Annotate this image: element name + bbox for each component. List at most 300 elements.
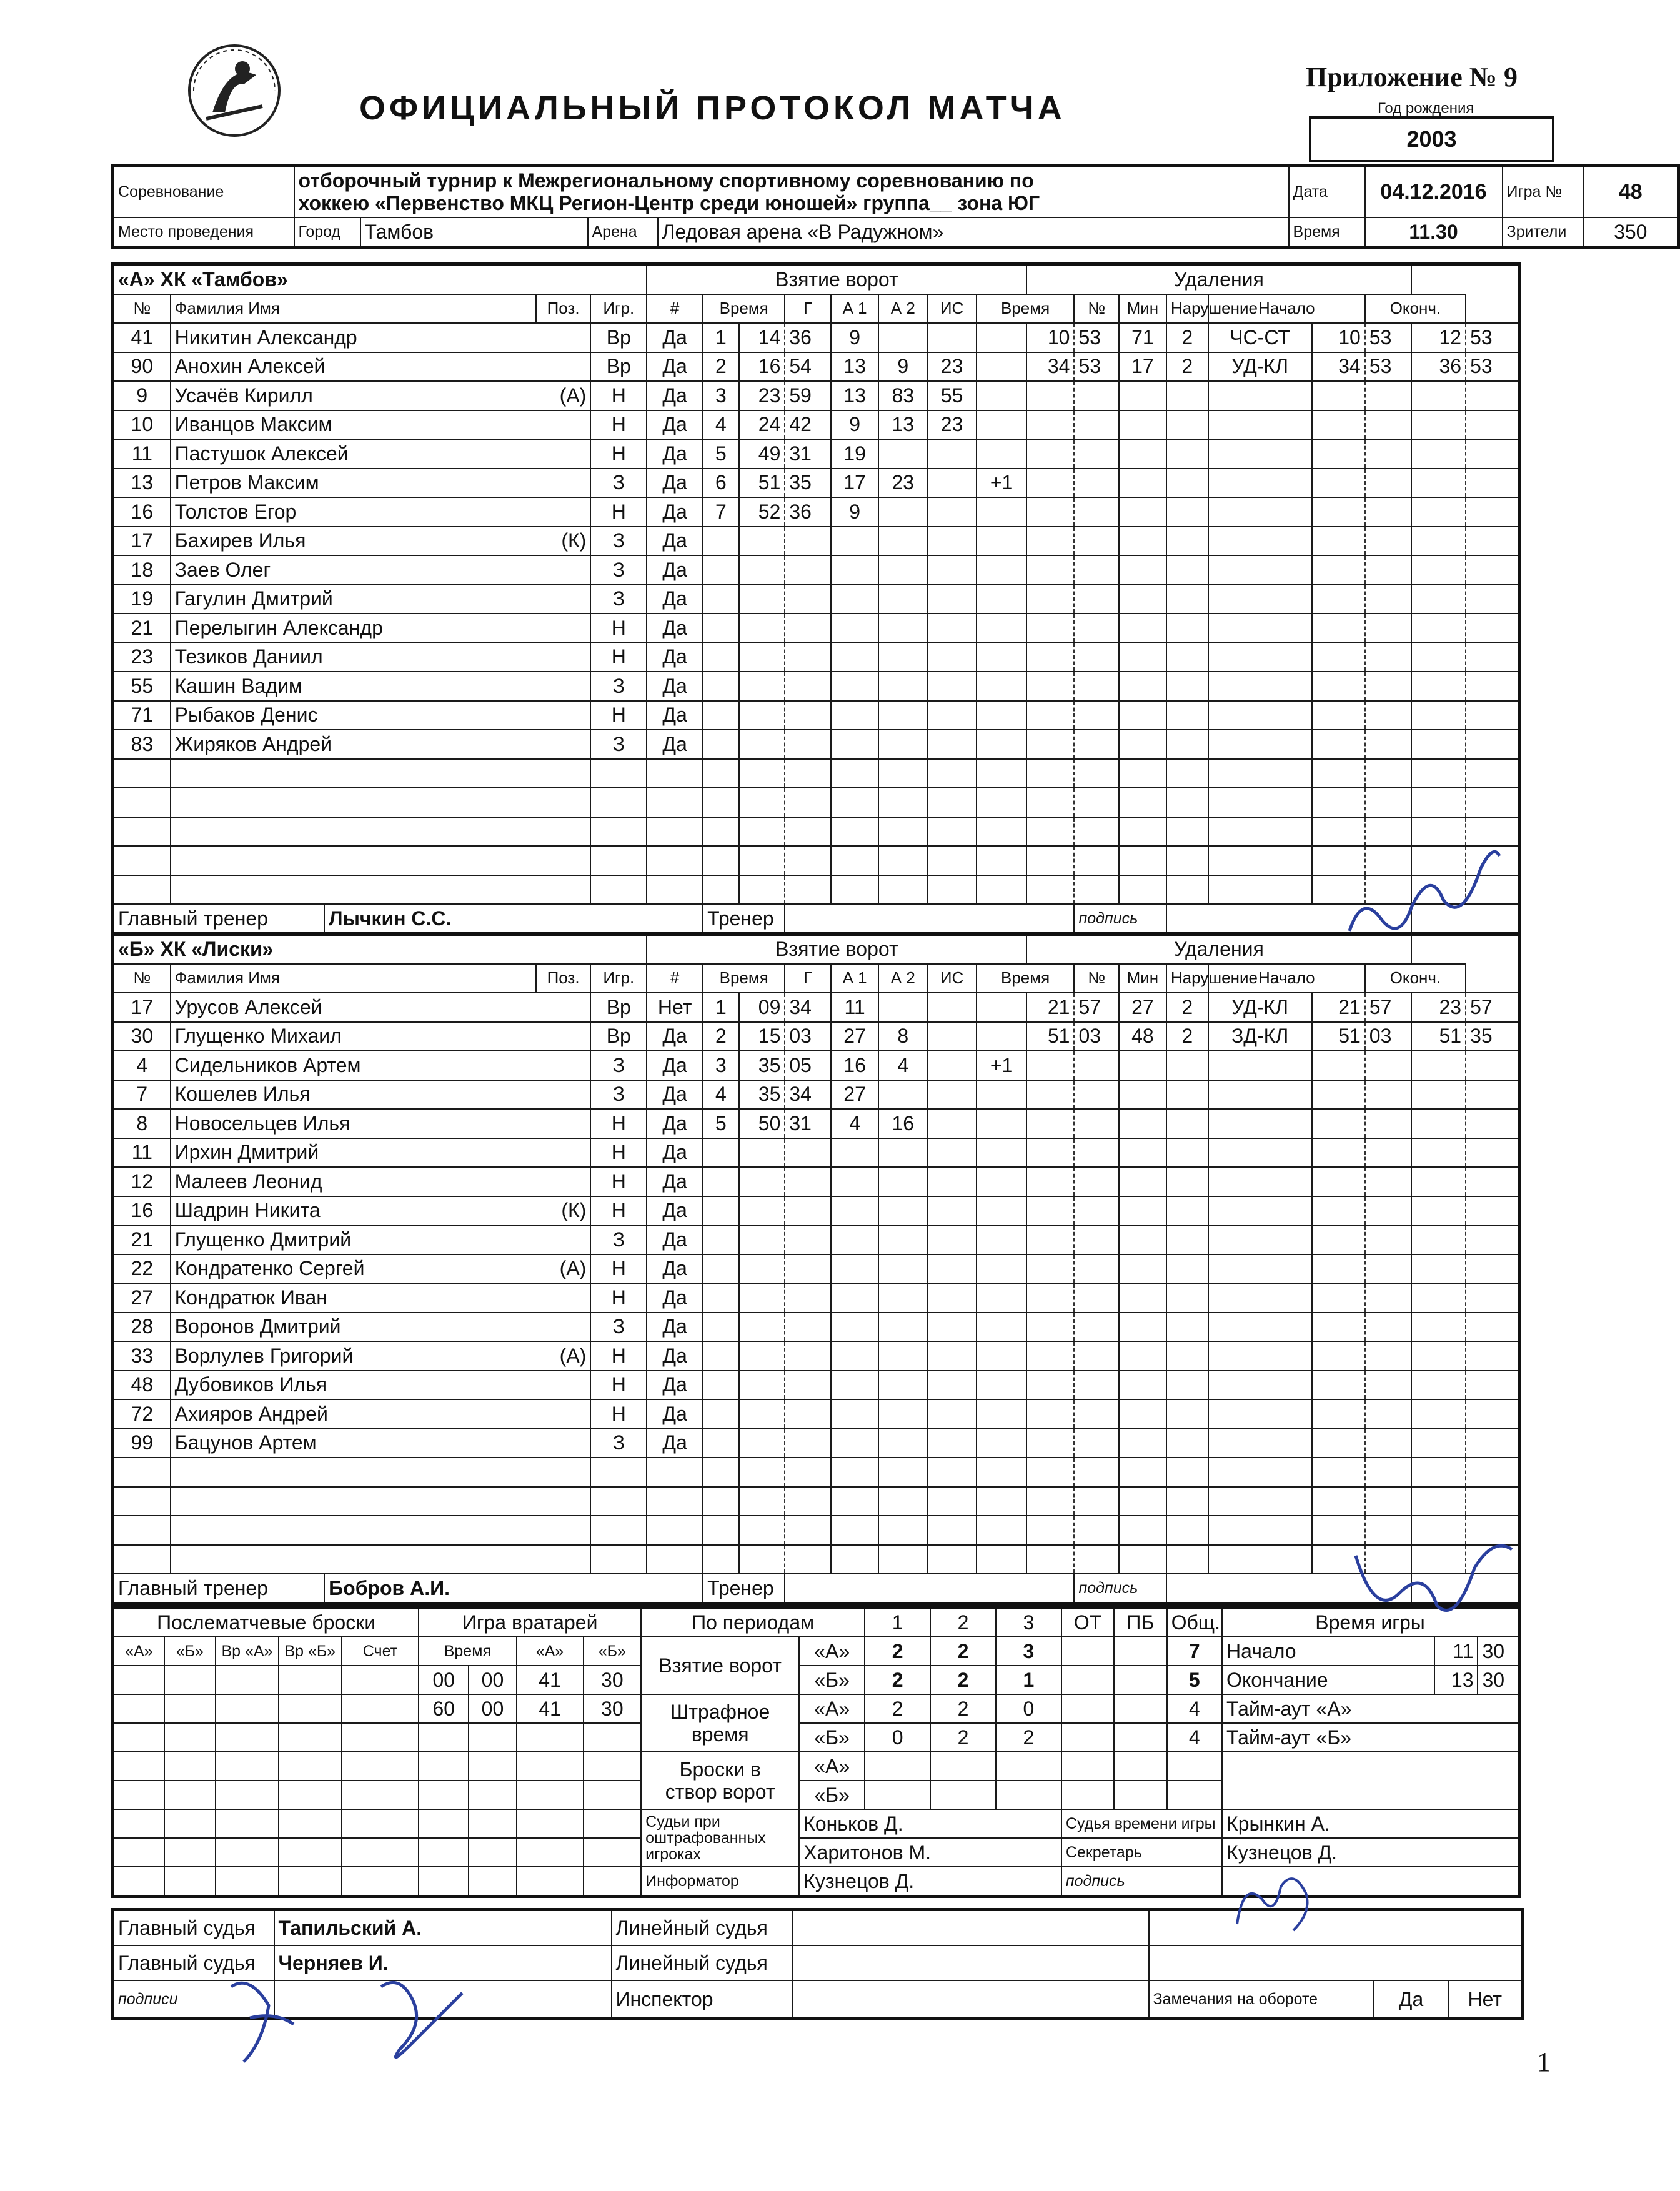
penalty-end-second [1466,410,1519,440]
player-row [113,1545,1519,1574]
player-role [536,1545,591,1574]
penalty-minutes [1166,1225,1208,1254]
penalty-end-minute [1411,1341,1466,1371]
goal-assist-2 [927,1313,976,1342]
goal-number: 5 [703,439,739,469]
shootout-header: ПБ [1114,1607,1166,1637]
head-coach-label: Главный тренер [113,1574,325,1604]
penalty-start-second [1365,527,1411,556]
penalty-start-minute [1312,1487,1365,1516]
goal-second: 03 [785,1022,831,1051]
goal-assist-2: 55 [927,381,976,410]
goal-number: 2 [703,352,739,382]
player-name: Иванцов Максим [171,410,536,440]
player-position: Н [590,1283,647,1313]
player-number: 55 [113,672,171,701]
goalie-1-mm: 00 [419,1666,469,1694]
penalty-start-minute [1312,1458,1365,1487]
col-header-position: Поз. [536,294,591,324]
team-b-section [111,932,1521,1606]
penalty-minutes [1166,1487,1208,1516]
penalty-end-second [1466,643,1519,672]
penalty-end-minute: 23 [1411,993,1466,1022]
col-header-goal-time: Время [703,294,785,324]
player-name: Урусов Алексей [171,993,536,1022]
penalty-minute [1026,1399,1074,1429]
player-number [113,846,171,875]
penalty-violation [1208,1458,1312,1487]
penalty-start-minute: 10 [1312,323,1365,352]
penalty-start-minute [1312,1167,1365,1196]
goal-number [703,1225,739,1254]
player-number: 90 [113,352,171,382]
goal-minute [739,614,785,643]
player-number: 83 [113,730,171,759]
goal-assist-2 [927,1138,976,1168]
penalty-player: 27 [1119,993,1166,1022]
penalty-end-minute [1411,585,1466,614]
player-number [113,817,171,847]
player-number: 41 [113,323,171,352]
goal-situation [977,846,1027,875]
penalty-end-minute [1411,1109,1466,1138]
penalty-start-minute [1312,614,1365,643]
goal-situation [977,875,1027,905]
player-position: З [590,555,647,585]
penalty-judge-2: Харитонов М. [799,1838,1061,1867]
player-row [113,1080,1519,1110]
chief-referee-1-label: Главный судья [113,1910,274,1946]
player-name: Перелыгин Александр [171,614,536,643]
goal-second: 34 [785,1080,831,1110]
coach-label: Тренер [703,904,785,934]
penalty-end-second [1466,1283,1519,1313]
player-name: Бахирев Илья [171,527,536,556]
penalty-start-minute [1312,585,1365,614]
player-name: Толстов Егор [171,497,536,527]
col-header-scorer: Г [785,294,831,324]
end-minute: 30 [1478,1666,1519,1694]
player-played: Да [647,1341,703,1371]
player-played [647,817,703,847]
penalty-second [1074,381,1118,410]
penalty-violation [1208,527,1312,556]
penalty-player [1119,1545,1166,1574]
goal-minute: 51 [739,469,785,498]
col-header-penalty-minutes: Мин [1119,294,1166,324]
player-played: Да [647,672,703,701]
player-name [171,1487,536,1516]
goal-scorer [831,1138,878,1168]
player-played: Да [647,585,703,614]
penalty-minute [1026,817,1074,847]
penalty-end-second [1466,585,1519,614]
goal-scorer [831,1341,878,1371]
player-name [171,875,536,905]
goal-assist-2 [927,1196,976,1226]
goal-assist-1 [878,1225,927,1254]
player-row [113,759,1519,788]
penalty-player [1119,643,1166,672]
goal-situation [977,497,1027,527]
goal-second [785,701,831,730]
goal-situation [977,993,1027,1022]
goal-second: 31 [785,439,831,469]
penalty-minutes [1166,439,1208,469]
player-role: (А) [536,1254,591,1284]
goal-assist-1 [878,1429,927,1458]
goal-assist-1 [878,1283,927,1313]
penalty-minute [1026,1051,1074,1080]
player-name: Анохин Алексей [171,352,536,382]
goals-b-ot [1061,1666,1114,1694]
goal-assist-1 [878,701,927,730]
penalty-start-second [1365,469,1411,498]
penalty-end-second [1466,1167,1519,1196]
penalty-end-second: 53 [1466,352,1519,382]
linesman-2-label: Линейный судья [612,1945,793,1980]
goal-minute [739,1341,785,1371]
penalty-player [1119,701,1166,730]
total-header: Общ. [1167,1607,1222,1637]
penalty-end-minute [1411,1254,1466,1284]
player-name: Кошелев Илья [171,1080,536,1110]
player-name [171,846,536,875]
player-played: Да [647,1371,703,1400]
col-header-violation: Нарушение [1166,294,1208,324]
goal-second [785,614,831,643]
chief-referee-1: Тапильский А. [274,1910,612,1946]
penalty-minute [1026,846,1074,875]
penalty-player [1119,497,1166,527]
penalty-start-minute [1312,1254,1365,1284]
goal-second [785,643,831,672]
penalty-judge-1: Коньков Д. [799,1809,1061,1838]
player-number: 4 [113,1051,171,1080]
goals-row-label: Взятие ворот [641,1637,799,1694]
col-header-violation: Нарушение [1166,964,1208,993]
goals-a-p2: 2 [930,1637,996,1666]
penalty-minute [1026,759,1074,788]
penalty-second [1074,410,1118,440]
chief-referee-2-label: Главный судья [113,1945,274,1980]
player-number [113,788,171,817]
penalty-minute [1026,1458,1074,1487]
goal-minute [739,1196,785,1226]
goal-assist-1 [878,1341,927,1371]
penalty-end-minute: 51 [1411,1022,1466,1051]
arena-value: Ледовая арена «В Радужном» [658,217,1289,247]
penalty-end-second [1466,614,1519,643]
player-played: Да [647,352,703,382]
player-role [536,585,591,614]
pen-team-b-label: «Б» [799,1723,865,1752]
goal-assist-2 [927,497,976,527]
penalty-minutes [1166,1196,1208,1226]
penalty-violation [1208,1399,1312,1429]
goal-minute: 52 [739,497,785,527]
informer-signature [1225,1856,1325,1949]
goal-assist-1 [878,555,927,585]
goal-assist-2 [927,1341,976,1371]
goal-number [703,1429,739,1458]
player-name: Малеев Леонид [171,1167,536,1196]
pen-a-p2: 2 [930,1694,996,1723]
penalty-player [1119,1051,1166,1080]
penalty-end-minute [1411,527,1466,556]
penalty-minutes [1166,1283,1208,1313]
player-number: 22 [113,1254,171,1284]
goal-number: 2 [703,1022,739,1051]
shootout-goalie-b: Вр «Б» [279,1637,342,1666]
player-name: Рыбаков Денис [171,701,536,730]
penalty-start-second [1365,1138,1411,1168]
penalty-player [1119,1487,1166,1516]
player-position: Н [590,614,647,643]
penalty-player: 71 [1119,323,1166,352]
goal-minute [739,875,785,905]
penalty-start-second [1365,672,1411,701]
penalty-violation [1208,1313,1312,1342]
period-3-header: 3 [996,1607,1061,1637]
goal-minute [739,1458,785,1487]
penalty-start-minute [1312,1371,1365,1400]
goal-situation [977,352,1027,382]
player-row [113,788,1519,817]
penalty-minute [1026,1545,1074,1574]
goal-assist-2 [927,1516,976,1545]
goal-assist-1 [878,614,927,643]
penalty-start-second [1365,1487,1411,1516]
col-header-penalty-start: Начало [1208,964,1365,993]
penalty-minutes [1166,759,1208,788]
goal-assist-2 [927,1487,976,1516]
goal-minute: 23 [739,381,785,410]
penalty-end-minute [1411,1225,1466,1254]
goal-number [703,555,739,585]
penalty-violation [1208,846,1312,875]
goal-assist-2 [927,993,976,1022]
goalie-2-mm: 60 [419,1694,469,1723]
goal-assist-2 [927,1399,976,1429]
penalty-start-second: 03 [1365,1022,1411,1051]
player-position [590,1516,647,1545]
competition-label: Соревнование [113,166,294,218]
goal-number: 4 [703,1080,739,1110]
penalty-end-minute [1411,469,1466,498]
penalty-end-minute [1411,555,1466,585]
goal-scorer [831,585,878,614]
penalty-start-second [1365,381,1411,410]
player-row [113,1429,1519,1458]
player-role [536,1080,591,1110]
penalty-player [1119,1080,1166,1110]
venue-label: Место проведения [113,217,294,247]
city-label: Город [294,217,360,247]
goal-situation: +1 [977,1051,1027,1080]
col-header-goal-number: # [647,964,703,993]
goal-number [703,614,739,643]
penalty-player [1119,1429,1166,1458]
penalty-start-minute: 21 [1312,993,1365,1022]
goal-number [703,1516,739,1545]
penalty-violation [1208,1196,1312,1226]
goal-assist-1 [878,1138,927,1168]
goalie-time-header: Время [419,1637,516,1666]
player-row [113,846,1519,875]
player-played: Да [647,1313,703,1342]
goal-assist-1 [878,1516,927,1545]
player-position [590,1487,647,1516]
player-played: Да [647,1080,703,1110]
penalty-end-second [1466,759,1519,788]
penalty-end-second [1466,1313,1519,1342]
penalty-minutes: 2 [1166,323,1208,352]
penalty-second: 53 [1074,323,1118,352]
goal-assist-1 [878,759,927,788]
goal-assist-2 [927,1254,976,1284]
goal-minute: 24 [739,410,785,440]
penalty-violation [1208,1167,1312,1196]
penalty-start-minute [1312,439,1365,469]
penalty-minute [1026,1167,1074,1196]
goal-scorer [831,730,878,759]
penalty-minutes [1166,730,1208,759]
penalty-minutes [1166,1254,1208,1284]
match-info-table [111,164,1680,249]
goal-scorer: 17 [831,469,878,498]
player-played: Да [647,1254,703,1284]
goal-second [785,672,831,701]
penalty-minute [1026,469,1074,498]
penalty-minutes: 2 [1166,1022,1208,1051]
pen-b-ot [1061,1723,1114,1752]
player-role [536,1313,591,1342]
penalty-violation [1208,817,1312,847]
player-number: 12 [113,1167,171,1196]
goal-assist-2 [927,701,976,730]
penalty-violation [1208,701,1312,730]
coach-signature-label: подпись [1074,904,1166,934]
goal-situation [977,1371,1027,1400]
goal-second [785,1196,831,1226]
penalty-violation [1208,672,1312,701]
player-number [113,1545,171,1574]
penalty-minutes: 2 [1166,993,1208,1022]
goal-scorer [831,788,878,817]
goal-assist-2 [927,1225,976,1254]
penalty-end-second [1466,555,1519,585]
spectators-label: Зрители [1503,217,1584,247]
penalty-end-second [1466,1487,1519,1516]
penalty-end-minute [1411,439,1466,469]
penalty-second [1074,1487,1118,1516]
penalty-start-second [1365,1254,1411,1284]
goal-minute [739,585,785,614]
goal-assist-1 [878,1196,927,1226]
goal-second: 36 [785,497,831,527]
goal-number [703,672,739,701]
goal-second [785,555,831,585]
col-header-assist-1: А 1 [831,964,878,993]
team-a-coach-signature [1337,831,1512,956]
penalty-start-minute [1312,643,1365,672]
penalty-second [1074,555,1118,585]
player-row [113,1487,1519,1516]
penalty-minute [1026,1283,1074,1313]
page-number: 1 [1537,2047,1551,2077]
chief-referee-2: Черняев И. [274,1945,612,1980]
penalty-start-second [1365,410,1411,440]
penalty-start-minute [1312,1109,1365,1138]
goal-number: 7 [703,497,739,527]
player-played: Да [647,1225,703,1254]
time-value: 11.30 [1365,217,1503,247]
goal-assist-2 [927,1167,976,1196]
player-role [536,614,591,643]
player-row [113,1313,1519,1342]
goal-minute: 15 [739,1022,785,1051]
penalty-start-second [1365,1341,1411,1371]
penalty-minute [1026,1225,1074,1254]
penalty-violation [1208,788,1312,817]
penalty-violation: УД-КЛ [1208,352,1312,382]
player-name: Глущенко Михаил [171,1022,536,1051]
goal-scorer [831,1196,878,1226]
penalty-end-minute [1411,759,1466,788]
goal-assist-1 [878,1313,927,1342]
penalty-start-minute [1312,1080,1365,1110]
player-number: 11 [113,439,171,469]
goal-number [703,1138,739,1168]
goal-scorer [831,1225,878,1254]
penalty-start-minute: 34 [1312,352,1365,382]
summary-table [111,1606,1521,1898]
birth-year-label: Год рождения [1378,100,1474,117]
player-role [536,1225,591,1254]
player-name: Сидельников Артем [171,1051,536,1080]
goal-scorer: 13 [831,381,878,410]
goal-assist-2 [927,527,976,556]
penalty-violation [1208,1371,1312,1400]
date-label: Дата [1289,166,1365,218]
penalty-second [1074,1516,1118,1545]
goal-situation: +1 [977,469,1027,498]
goal-situation [977,1196,1027,1226]
penalty-minute [1026,1109,1074,1138]
penalty-violation [1208,1254,1312,1284]
goals-section-header: Взятие ворот [647,264,1026,294]
goal-minute [739,1313,785,1342]
goal-second [785,1254,831,1284]
penalty-start-second [1365,1399,1411,1429]
goal-minute [739,1487,785,1516]
penalty-minutes [1166,1458,1208,1487]
player-name [171,759,536,788]
goal-situation [977,1283,1027,1313]
player-name: Кондратенко Сергей [171,1254,536,1284]
player-position [590,788,647,817]
penalty-end-minute [1411,410,1466,440]
penalty-start-second [1365,701,1411,730]
goal-assist-1 [878,1545,927,1574]
goal-assist-2 [927,1051,976,1080]
penalty-minutes [1166,701,1208,730]
player-name: Бацунов Артем [171,1429,536,1458]
goal-second [785,1371,831,1400]
player-position: З [590,469,647,498]
goal-number: 6 [703,469,739,498]
